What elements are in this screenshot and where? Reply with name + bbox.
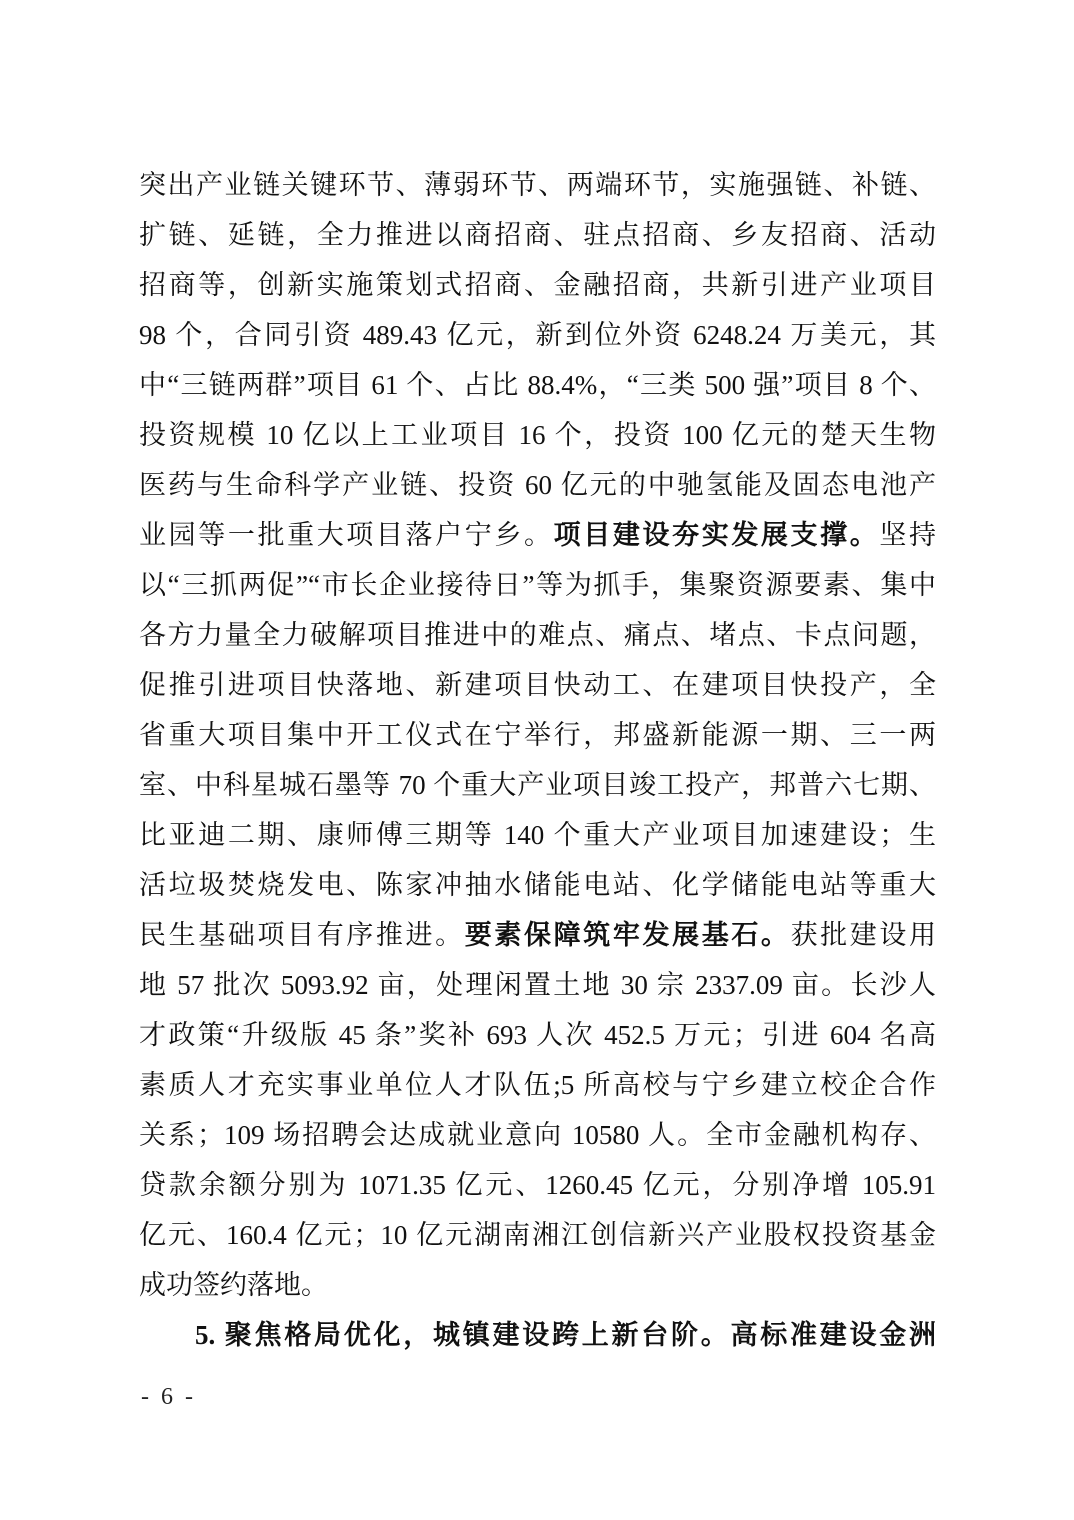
text-line (139, 360, 936, 410)
text-segment: 地 57 批次 5093.92 亩，处理闲置土地 30 宗 2337.09 亩。长沙人 (139, 970, 936, 1000)
text-line (139, 1310, 936, 1360)
text-line (139, 1260, 936, 1310)
text-segment: 民生基础项目有序推进。 (139, 920, 465, 950)
text-segment: 突出产业链关键环节、薄弱环节、两端环节，实施强链、补链、 (139, 170, 936, 200)
text-line (139, 1160, 936, 1210)
text-line (139, 810, 936, 860)
text-line (139, 560, 936, 610)
text-line (139, 210, 936, 260)
text-line (139, 510, 936, 560)
text-segment: 贷款余额分别为 1071.35 亿元、1260.45 亿元，分别净增 105.91 (139, 1170, 936, 1200)
text-line (139, 910, 936, 960)
text-segment: 以“三抓两促”“市长企业接待日”等为抓手，集聚资源要素、集中 (139, 570, 936, 600)
text-segment: 促推引进项目快落地、新建项目快动工、在建项目快投产，全 (139, 670, 936, 700)
bold-text-segment: 要素保障筑牢发展基石。 (464, 920, 791, 950)
text-segment: 98 个，合同引资 489.43 亿元，新到位外资 6248.24 万美元，其 (139, 320, 936, 350)
text-line (139, 860, 936, 910)
text-line (139, 760, 936, 810)
text-segment: 坚持 (879, 520, 936, 550)
text-segment: 活垃圾焚烧发电、陈家冲抽水储能电站、化学储能电站等重大 (139, 870, 936, 900)
text-line (139, 410, 936, 460)
text-segment: 才政策“升级版 45 条”奖补 693 人次 452.5 万元；引进 604 名高 (139, 1020, 936, 1050)
bold-text-segment: 项目建设夯实发展支撑。 (553, 520, 880, 550)
text-segment: 投资规模 10 亿以上工业项目 16 个，投资 100 亿元的楚天生物 (139, 420, 936, 450)
document-body (139, 160, 936, 1360)
text-line (139, 160, 936, 210)
text-segment: 成功签约落地。 (139, 1270, 328, 1300)
text-segment: 获批建设用 (790, 920, 936, 950)
text-segment: 业园等一批重大项目落户宁乡。 (139, 520, 554, 550)
text-segment: 亿元、160.4 亿元；10 亿元湖南湘江创信新兴产业股权投资基金 (139, 1220, 936, 1250)
text-line (139, 1060, 936, 1110)
text-segment: 室、中科星城石墨等 70 个重大产业项目竣工投产，邦普六七期、 (139, 770, 936, 800)
text-segment: 素质人才充实事业单位人才队伍;5 所高校与宁乡建立校企合作 (139, 1070, 936, 1100)
page-number: - 6 - (141, 1384, 196, 1410)
text-segment: 医药与生命科学产业链、投资 60 亿元的中驰氢能及固态电池产 (139, 470, 936, 500)
text-line (139, 1210, 936, 1260)
text-line (139, 610, 936, 660)
text-line (139, 260, 936, 310)
text-segment: 中“三链两群”项目 61 个、占比 88.4%，“三类 500 强”项目 8 个、 (139, 370, 936, 400)
bold-text-segment: 5. 聚焦格局优化，城镇建设跨上新台阶。高标准建设金洲 (195, 1320, 936, 1350)
text-line (139, 960, 936, 1010)
text-line (139, 1010, 936, 1060)
text-segment: 各方力量全力破解项目推进中的难点、痛点、堵点、卡点问题， (139, 620, 936, 650)
text-line (139, 460, 936, 510)
text-segment: 省重大项目集中开工仪式在宁举行，邦盛新能源一期、三一两 (139, 720, 936, 750)
text-segment: 关系；109 场招聘会达成就业意向 10580 人。全市金融机构存、 (139, 1120, 936, 1150)
text-line (139, 310, 936, 360)
text-line (139, 660, 936, 710)
text-segment: 比亚迪二期、康师傅三期等 140 个重大产业项目加速建设；生 (139, 820, 936, 850)
text-segment: 扩链、延链，全力推进以商招商、驻点招商、乡友招商、活动 (139, 220, 936, 250)
text-segment: 招商等，创新实施策划式招商、金融招商，共新引进产业项目 (139, 270, 936, 300)
text-line (139, 710, 936, 760)
text-line (139, 1110, 936, 1160)
